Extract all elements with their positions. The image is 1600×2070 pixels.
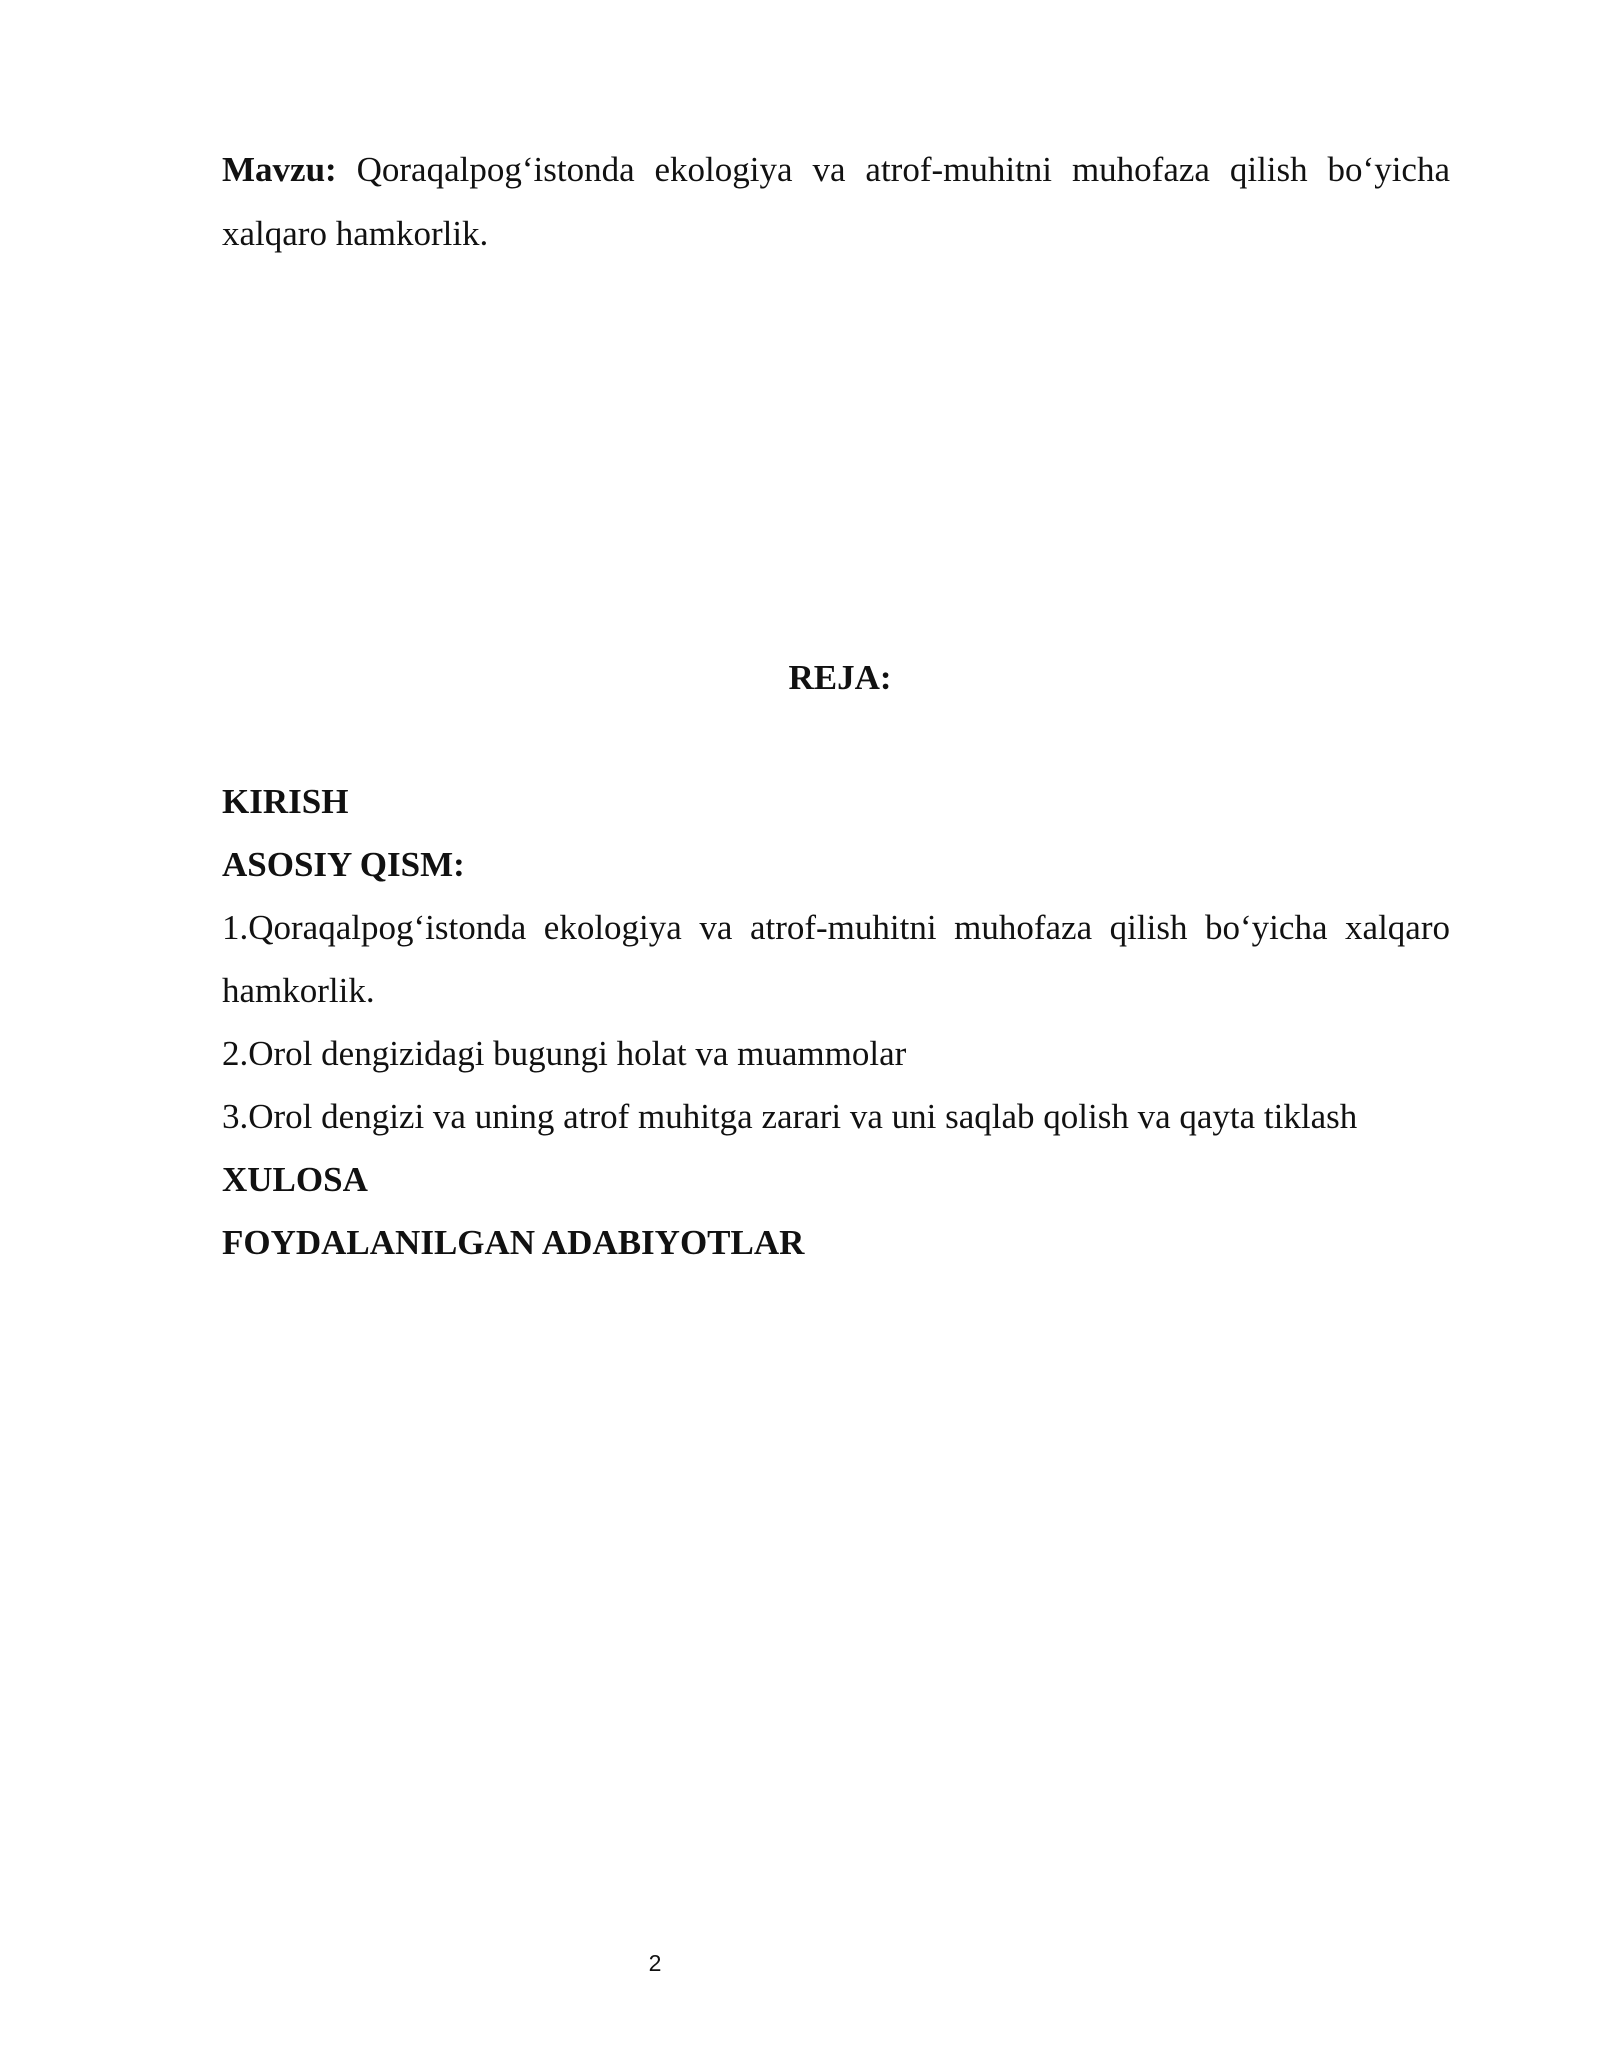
plan-item-conclusion: XULOSA (222, 1160, 368, 1199)
plan-item-references: FOYDALANILGAN ADABIYOTLAR (222, 1223, 805, 1262)
topic-text: Qoraqalpog‘istonda ekologiya va atrof-muhitni muhofaza qilish bo‘yicha xalqaro hamkorlik. (222, 150, 1450, 253)
plan-title: REJA: (788, 658, 892, 697)
plan-item-3: 3.Orol dengizi va uning atrof muhitga zarari va uni saqlab qolish va qayta tiklash (222, 1097, 1358, 1136)
plan-item-2: 2.Orol dengizidagi bugungi holat va muammolar (222, 1034, 907, 1073)
topic-paragraph (222, 138, 1450, 266)
page-number: 2 (648, 1950, 662, 1976)
plan-item-main-part: ASOSIY QISM: (222, 845, 465, 884)
plan-item-1: 1.Qoraqalpog‘istonda ekologiya va atrof-muhitni muhofaza qilish bo‘yicha xalqaro hamkorlik. (222, 908, 1450, 1010)
plan-list (222, 770, 1450, 1274)
plan-item-introduction: KIRISH (222, 782, 349, 821)
topic-label: Mavzu: (222, 150, 337, 189)
